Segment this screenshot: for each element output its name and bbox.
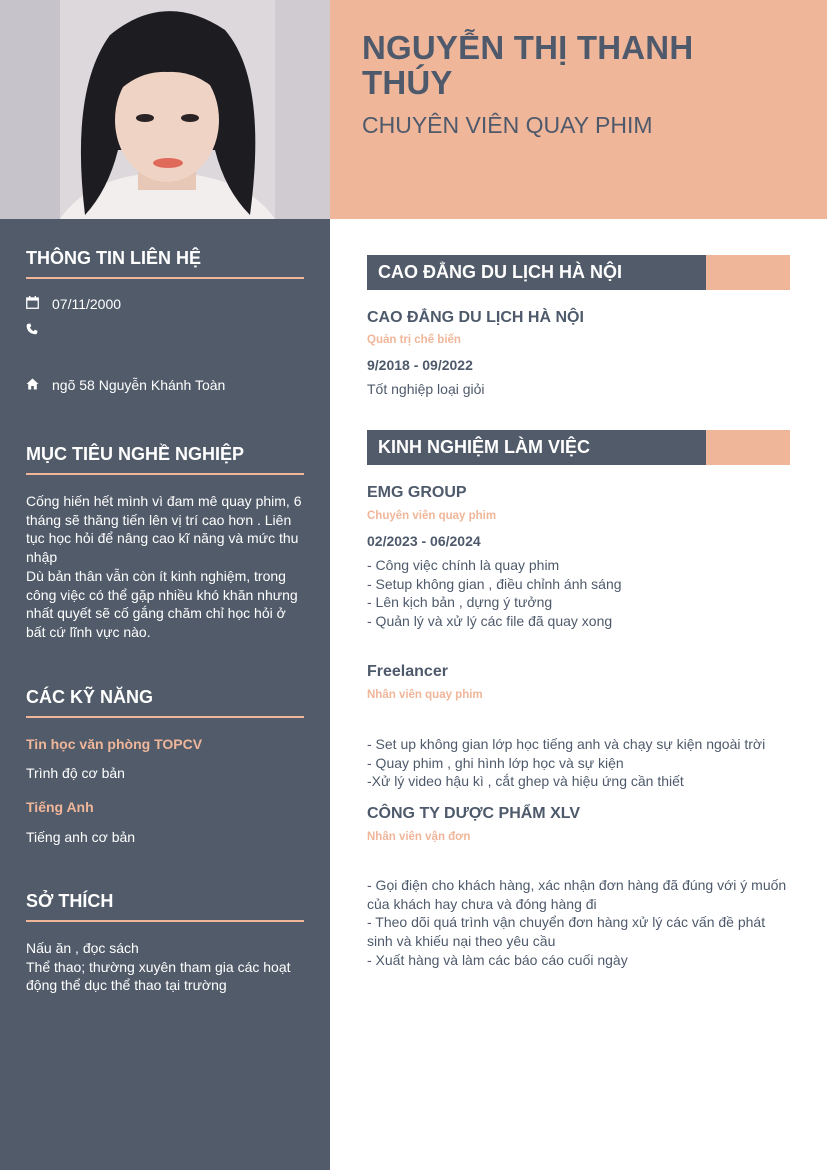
job-details: - Công việc chính là quay phim - Setup không gian , điều chỉnh ánh sáng - Lên kịch bản , dựng ý tưởng - Quản lý và xử lý các file đã quay xong [367, 557, 622, 630]
contact-phone [26, 322, 52, 338]
candidate-role: CHUYÊN VIÊN QUAY PHIM [362, 112, 653, 138]
phone-icon [26, 322, 52, 338]
header-banner [330, 0, 827, 219]
calendar-icon [26, 296, 52, 312]
home-icon [26, 377, 52, 393]
contact-section-title: THÔNG TIN LIÊN HỆ [26, 248, 304, 279]
hobbies-section-title: SỞ THÍCH [26, 891, 304, 922]
job-details: - Set up không gian lớp học tiếng anh và chạy sự kiện ngoài trời - Quay phim , ghi hình lớp học và sự kiện -Xử lý video hậu kì , cắt ghep và hiệu ứng cần thiết [367, 736, 766, 790]
education-school: CAO ĐẲNG DU LỊCH HÀ NỘI [367, 309, 584, 326]
candidate-name: NGUYỄN THỊ THANH THÚY [362, 29, 694, 101]
objective-text: Cống hiến hết mình vì đam mê quay phim, 6 tháng sẽ thăng tiến lên vị trí cao hơn . Liên tục học hỏi để nâng cao kĩ năng và mức thu nhập Dù bản thân vẫn còn ít kinh nghiệm, trong công việc có thể gặp nhiều khó khăn nhưng nhất quyết sẽ cố gắng chăm chỉ học hỏi ở bất cứ lĩnh vực nào. [26, 493, 302, 640]
job-position: Nhân viên quay phim [367, 689, 483, 701]
education-section-title: CAO ĐẲNG DU LỊCH HÀ NỘI [378, 262, 622, 282]
education-major: Quản trị chế biến [367, 334, 461, 346]
education-section-header [367, 255, 790, 290]
experience-section-header [367, 430, 790, 465]
job-details: - Gọi điện cho khách hàng, xác nhận đơn hàng đã đúng với ý muốn của khách hay chưa và đóng hàng đi - Theo dõi quá trình vận chuyển đơn hàng xử lý các vấn đề phát sinh và khiếu nại theo yêu cầu - Xuất hàng và làm các báo cáo cuối ngày [367, 877, 787, 968]
objective-section-title: MỤC TIÊU NGHỀ NGHIỆP [26, 444, 304, 475]
job-position: Nhân viên vận đơn [367, 831, 471, 843]
sidebar [0, 219, 330, 1170]
job-position: Chuyên viên quay phim [367, 510, 497, 522]
education-result: Tốt nghiệp loại giỏi [367, 381, 485, 397]
skill-name: Tin học văn phòng TOPCV [26, 736, 203, 752]
contact-birthday [26, 296, 121, 312]
job-company: EMG GROUP [367, 484, 467, 501]
job-period: 02/2023 - 06/2024 [367, 533, 481, 549]
birthday-value: 07/11/2000 [52, 296, 122, 312]
section-accent [706, 430, 790, 465]
skill-level: Trình độ cơ bản [26, 765, 125, 781]
hobbies-text: Nấu ăn , đọc sách Thể thao; thường xuyên tham gia các hoạt động thể dục thể thao tại trường [26, 940, 291, 994]
skill-name: Tiếng Anh [26, 799, 94, 815]
job-company: Freelancer [367, 663, 448, 680]
section-accent [706, 255, 790, 290]
contact-address [26, 377, 225, 393]
skills-section-title: CÁC KỸ NĂNG [26, 687, 304, 718]
education-period: 9/2018 - 09/2022 [367, 357, 473, 373]
experience-section-title: KINH NGHIỆM LÀM VIỆC [378, 437, 591, 457]
address-value: ngõ 58 Nguyễn Khánh Toàn [52, 377, 226, 393]
profile-photo [0, 0, 330, 219]
skill-level: Tiếng anh cơ bản [26, 829, 136, 845]
job-company: CÔNG TY DƯỢC PHẨM XLV [367, 805, 581, 822]
